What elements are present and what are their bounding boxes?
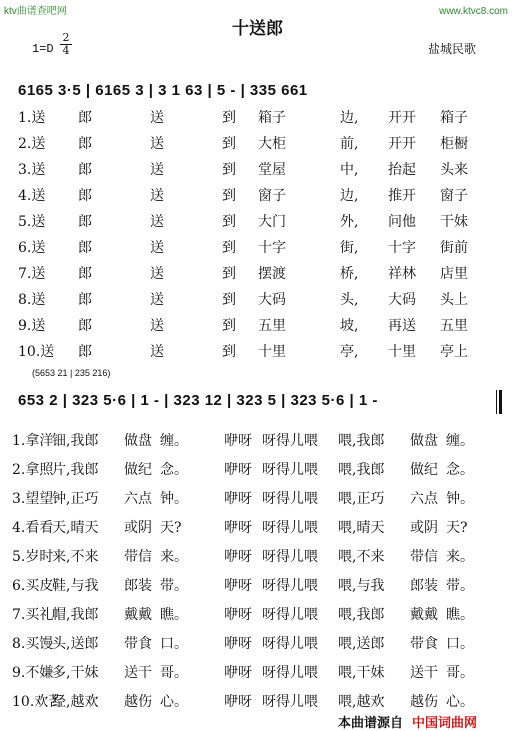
lyric-cell: 郎 xyxy=(78,162,92,178)
lyric-cell: 咿呀 xyxy=(224,433,252,449)
page-title: 十送郎 xyxy=(232,19,283,39)
lyric-cell: 喂,干妹 xyxy=(338,665,385,681)
meter-bottom: 4 xyxy=(62,44,70,57)
lyric-cell: 瞧。 xyxy=(446,607,474,623)
lyric-cell: 带。 xyxy=(446,578,474,594)
lyric-cell: 6.买皮 xyxy=(12,578,54,594)
lyric-cell: 喂,正巧 xyxy=(338,491,385,507)
lyric-cell: 天,晴天 xyxy=(52,520,99,536)
watermark-left: ktv曲谱查吧网 xyxy=(4,6,67,17)
lyric-cell: 郎 xyxy=(78,344,92,360)
lyric-cell: 咿呀 xyxy=(224,491,252,507)
lyric-cell: 4.看看 xyxy=(12,520,54,536)
lyric-cell: 做盘 xyxy=(410,433,438,449)
lyric-cell: 喂,我郎 xyxy=(338,433,385,449)
lyric-cell: 呀得儿喂 xyxy=(262,607,318,623)
lyric-cell: 9.不嫌 xyxy=(12,665,54,681)
lyric-cell: 多,干妹 xyxy=(52,665,99,681)
lyric-cell: 街, xyxy=(340,240,359,256)
lyric-cell: 呀得儿喂 xyxy=(262,462,318,478)
lyric-cell: 亭, xyxy=(340,344,359,360)
lyric-cell: 来,不来 xyxy=(52,549,99,565)
lyric-cell: 2.拿照 xyxy=(12,462,54,478)
lyric-cell: 五里 xyxy=(258,318,286,334)
lyric-cell: 到 xyxy=(222,240,236,256)
notation-line-2: 653 2 | 323 5·6 | 1 - | 323 12 | 323 5 | 323 5·6 | 1 - xyxy=(18,392,378,409)
lyric-cell: 推开 xyxy=(388,188,416,204)
lyric-cell: 做纪 xyxy=(124,462,152,478)
lyric-cell: 3.望望 xyxy=(12,491,54,507)
lyric-cell: 大码 xyxy=(388,292,416,308)
lyric-cell: 头,送郎 xyxy=(52,636,99,652)
lyric-cell: 呀得儿喂 xyxy=(262,520,318,536)
lyric-cell: 8.送 xyxy=(18,292,46,308)
lyric-cell: 6.送 xyxy=(18,240,46,256)
lyric-cell: 喂,我郎 xyxy=(338,462,385,478)
lyric-cell: 送 xyxy=(150,344,164,360)
lyric-cell: 心。 xyxy=(160,694,188,710)
lyric-cell: 口。 xyxy=(446,636,474,652)
lyric-cell: 咿呀 xyxy=(224,520,252,536)
lyric-cell: 头来 xyxy=(440,162,468,178)
lyric-cell: 缠。 xyxy=(446,433,474,449)
lyric-cell: 咿呀 xyxy=(224,665,252,681)
lyric-cell: 钟。 xyxy=(446,491,474,507)
lyric-cell: 喂,送郎 xyxy=(338,636,385,652)
lyric-cell: 边, xyxy=(340,110,359,126)
lyric-cell: 越伤 xyxy=(124,694,152,710)
lyric-cell: 郎 xyxy=(78,214,92,230)
time-signature xyxy=(60,32,72,57)
lyric-cell: 送干 xyxy=(410,665,438,681)
prelude-notation: (5653 21 | 235 216) xyxy=(32,368,111,378)
lyric-cell: 到 xyxy=(222,162,236,178)
meter-top: 2 xyxy=(60,32,72,45)
lyric-cell: 送 xyxy=(150,214,164,230)
lyric-cell: 越伤 xyxy=(410,694,438,710)
lyric-cell: 坡, xyxy=(340,318,359,334)
lyric-cell: 送 xyxy=(150,318,164,334)
lyric-cell: 送 xyxy=(150,136,164,152)
lyric-cell: 咿呀 xyxy=(224,462,252,478)
lyric-cell: 郎 xyxy=(78,136,92,152)
lyric-cell: 戴戴 xyxy=(124,607,152,623)
lyric-cell: 钟。 xyxy=(160,491,188,507)
lyric-cell: 箱子 xyxy=(258,110,286,126)
lyric-cell: 喂,越欢 xyxy=(338,694,385,710)
lyric-cell: 摆渡 xyxy=(258,266,286,282)
lyric-cell: 送 xyxy=(150,266,164,282)
lyric-cell: 送 xyxy=(150,188,164,204)
lyric-cell: 边, xyxy=(340,188,359,204)
lyric-cell: 郎 xyxy=(78,188,92,204)
lyric-cell: 带信 xyxy=(124,549,152,565)
lyric-cell: 亭上 xyxy=(440,344,468,360)
lyric-cell: 天? xyxy=(446,520,468,536)
lyric-cell: 到 xyxy=(222,292,236,308)
final-barline xyxy=(496,390,497,414)
watermark-right: www.ktvc8.com xyxy=(439,6,508,17)
lyric-cell: 到 xyxy=(222,188,236,204)
lyric-cell: 到 xyxy=(222,214,236,230)
lyric-cell: 六点 xyxy=(124,491,152,507)
lyric-cell: 送 xyxy=(150,240,164,256)
lyric-cell: 六点 xyxy=(410,491,438,507)
lyric-cell: 带食 xyxy=(410,636,438,652)
lyric-cell: 桥, xyxy=(340,266,359,282)
lyric-cell: 呀得儿喂 xyxy=(262,665,318,681)
lyric-cell: 十里 xyxy=(388,344,416,360)
lyric-cell: 钟,正巧 xyxy=(52,491,99,507)
lyric-cell: 郎 xyxy=(78,292,92,308)
lyric-cell: 柜橱 xyxy=(440,136,468,152)
lyric-cell: 呀得儿喂 xyxy=(262,491,318,507)
final-barline-thick xyxy=(499,390,502,414)
lyric-cell: 郎装 xyxy=(410,578,438,594)
lyric-cell: 做盘 xyxy=(124,433,152,449)
lyric-cell: 1.送 xyxy=(18,110,46,126)
lyric-cell: 到 xyxy=(222,136,236,152)
lyric-cell: 咿呀 xyxy=(224,636,252,652)
lyric-cell: 咿呀 xyxy=(224,578,252,594)
lyric-cell: 4.送 xyxy=(18,188,46,204)
lyric-cell: 呀得儿喂 xyxy=(262,578,318,594)
lyric-cell: 大门 xyxy=(258,214,286,230)
lyric-cell: 10.送 xyxy=(18,344,55,360)
lyric-cell: 喂,与我 xyxy=(338,578,385,594)
lyric-cell: 片,我郎 xyxy=(52,462,99,478)
lyric-cell: 到 xyxy=(222,266,236,282)
lyric-cell: 五里 xyxy=(440,318,468,334)
footer-source-label: 本曲谱源自 xyxy=(338,716,404,731)
lyric-cell: 到 xyxy=(222,110,236,126)
lyric-cell: 念。 xyxy=(160,462,188,478)
lyric-cell: 呀得儿喂 xyxy=(262,549,318,565)
lyric-cell: 口。 xyxy=(160,636,188,652)
lyric-cell: 心。 xyxy=(446,694,474,710)
lyric-cell: 经,越欢 xyxy=(52,694,99,710)
lyric-cell: 7.买礼 xyxy=(12,607,54,623)
lyric-cell: 天? xyxy=(160,520,182,536)
lyric-cell: 窗子 xyxy=(440,188,468,204)
lyric-cell: 咿呀 xyxy=(224,549,252,565)
lyric-cell: 带信 xyxy=(410,549,438,565)
lyric-cell: 来。 xyxy=(160,549,188,565)
lyric-cell: 戴戴 xyxy=(410,607,438,623)
lyric-cell: 郎 xyxy=(78,110,92,126)
footer-site-name: 中国词曲网 xyxy=(412,716,478,731)
lyric-cell: 开开 xyxy=(388,110,416,126)
lyric-cell: 郎 xyxy=(78,318,92,334)
lyric-cell: 呀得儿喂 xyxy=(262,433,318,449)
lyric-cell: 10.欢苦 xyxy=(12,694,63,710)
lyric-cell: 中, xyxy=(340,162,359,178)
lyric-cell: 念。 xyxy=(446,462,474,478)
lyric-cell: 送干 xyxy=(124,665,152,681)
lyric-cell: 鞋,与我 xyxy=(52,578,99,594)
lyric-cell: 开开 xyxy=(388,136,416,152)
lyric-cell: 十字 xyxy=(258,240,286,256)
lyric-cell: 外, xyxy=(340,214,359,230)
lyric-cell: 钿,我郎 xyxy=(52,433,99,449)
lyric-cell: 呀得儿喂 xyxy=(262,694,318,710)
lyric-cell: 呀得儿喂 xyxy=(262,636,318,652)
lyric-cell: 哥。 xyxy=(446,665,474,681)
lyric-cell: 郎 xyxy=(78,240,92,256)
lyric-cell: 缠。 xyxy=(160,433,188,449)
lyric-cell: 大码 xyxy=(258,292,286,308)
lyric-cell: 7.送 xyxy=(18,266,46,282)
lyric-cell: 大柜 xyxy=(258,136,286,152)
lyric-cell: 带。 xyxy=(160,578,188,594)
lyric-cell: 祥林 xyxy=(388,266,416,282)
lyric-cell: 十字 xyxy=(388,240,416,256)
lyric-cell: 做纪 xyxy=(410,462,438,478)
lyric-cell: 喂,不来 xyxy=(338,549,385,565)
lyric-cell: 9.送 xyxy=(18,318,46,334)
lyric-cell: 街前 xyxy=(440,240,468,256)
lyric-cell: 1.拿洋 xyxy=(12,433,54,449)
lyric-cell: 或阴 xyxy=(124,520,152,536)
lyric-cell: 来。 xyxy=(446,549,474,565)
lyric-cell: 抬起 xyxy=(388,162,416,178)
lyric-cell: 送 xyxy=(150,162,164,178)
lyric-cell: 头上 xyxy=(440,292,468,308)
lyric-cell: 喂,晴天 xyxy=(338,520,385,536)
lyric-cell: 3.送 xyxy=(18,162,46,178)
lyric-cell: 头, xyxy=(340,292,359,308)
lyric-cell: 十里 xyxy=(258,344,286,360)
lyric-cell: 咿呀 xyxy=(224,694,252,710)
lyric-cell: 5.送 xyxy=(18,214,46,230)
lyric-cell: 窗子 xyxy=(258,188,286,204)
lyric-cell: 堂屋 xyxy=(258,162,286,178)
lyric-cell: 到 xyxy=(222,344,236,360)
key-signature: 1=D xyxy=(32,42,54,56)
lyric-cell: 2.送 xyxy=(18,136,46,152)
lyric-cell: 问他 xyxy=(388,214,416,230)
lyric-cell: 8.买馒 xyxy=(12,636,54,652)
lyric-cell: 箱子 xyxy=(440,110,468,126)
lyric-cell: 哥。 xyxy=(160,665,188,681)
lyric-cell: 瞧。 xyxy=(160,607,188,623)
notation-line-1: 6165 3·5 | 6165 3 | 3 1 63 | 5 - | 335 661 xyxy=(18,82,308,99)
lyric-cell: 5.岁时 xyxy=(12,549,54,565)
lyric-cell: 店里 xyxy=(440,266,468,282)
lyric-cell: 送 xyxy=(150,110,164,126)
lyric-cell: 前, xyxy=(340,136,359,152)
lyric-cell: 或阴 xyxy=(410,520,438,536)
lyric-cell: 咿呀 xyxy=(224,607,252,623)
lyric-cell: 郎 xyxy=(78,266,92,282)
song-author: 盐城民歌 xyxy=(428,42,477,56)
lyric-cell: 干妹 xyxy=(440,214,468,230)
lyric-cell: 到 xyxy=(222,318,236,334)
lyric-cell: 再送 xyxy=(388,318,416,334)
lyric-cell: 帽,我郎 xyxy=(52,607,99,623)
lyric-cell: 郎装 xyxy=(124,578,152,594)
lyric-cell: 带食 xyxy=(124,636,152,652)
lyric-cell: 喂,我郎 xyxy=(338,607,385,623)
lyric-cell: 送 xyxy=(150,292,164,308)
